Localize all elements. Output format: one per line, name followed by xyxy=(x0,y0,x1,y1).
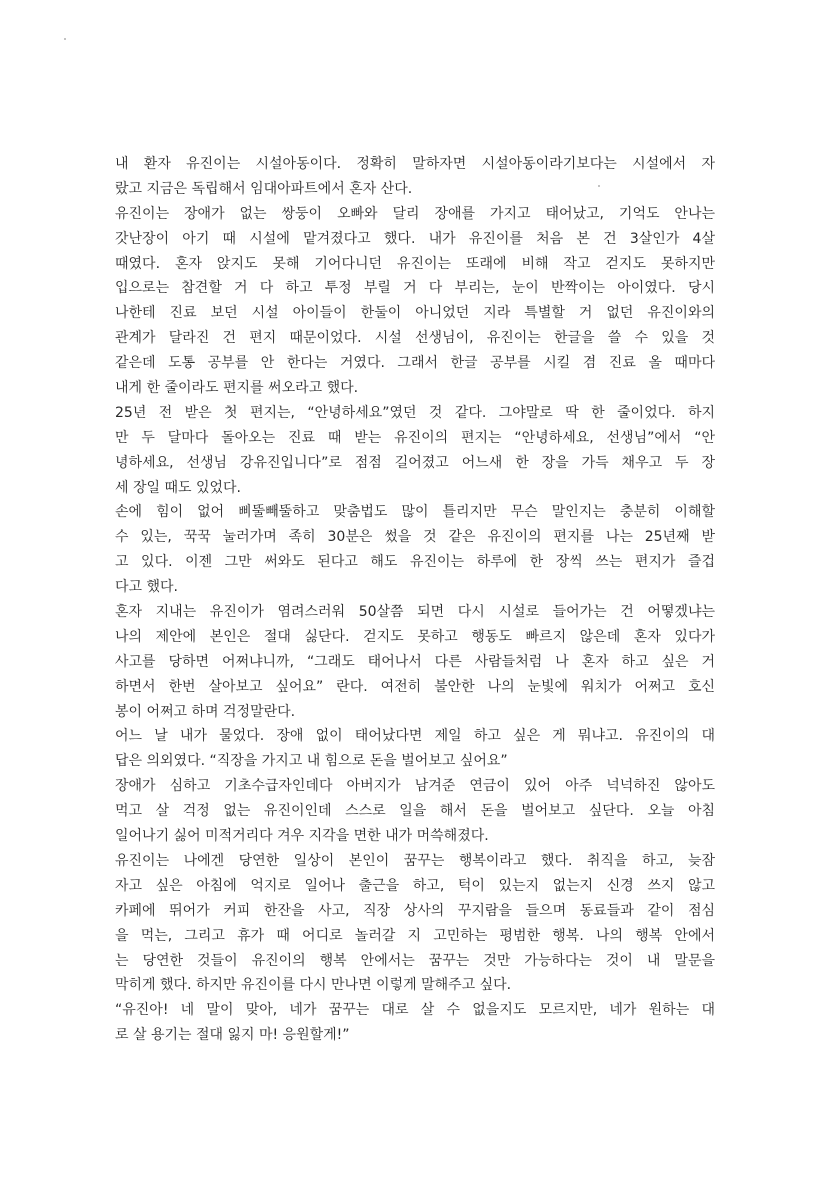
text-line: 유진이는 나에겐 당연한 일상이 본인이 꿈꾸는 행복이라고 했다. 취직을 하고, 늦잠 xyxy=(115,852,715,869)
text-line: 25년 전 받은 첫 편지는, “안녕하세요”였던 것 같다. 그야말로 딱 한 줄이었다. 하지 xyxy=(115,404,715,421)
text-line: 때였다. 혼자 앉지도 못해 기어다니던 유진이는 또래에 비해 작고 걷지도 못하지만 xyxy=(115,255,715,272)
text-line: 수 있는, 꾹꾹 눌러가며 족히 30분은 썼을 것 같은 유진이의 편지를 나는 25년째 받 xyxy=(115,529,715,546)
text-line: 봉이 어쩌고 하며 걱정말란다. xyxy=(115,703,296,720)
text-line: 만 두 달마다 돌아오는 진료 때 받는 유진이의 편지는 “안녕하세요, 선생님”에서 “안 xyxy=(115,429,715,446)
text-line: 하면서 한번 살아보고 싶어요” 란다. 여전히 불안한 나의 눈빛에 워치가 어쩌고 호신 xyxy=(115,678,715,695)
text-line: 로 살 용기는 절대 잃지 마! 응원할게!” xyxy=(115,1027,350,1044)
text-line: 혼자 지내는 유진이가 염려스러워 50살쯤 되면 다시 시설로 들어가는 건 어떻겠냐는 xyxy=(115,604,715,621)
text-line: 먹고 살 걱정 없는 유진이인데 스스로 일을 해서 돈을 벌어보고 싶단다. 오늘 아침 xyxy=(115,803,715,820)
text-line: 녕하세요, 선생님 강유진입니다”로 점점 길어졌고 어느새 한 장을 가득 채우고 두 장 xyxy=(115,454,715,471)
text-line: 입으로는 참견할 거 다 하고 투정 부릴 거 다 부리는, 눈이 반짝이는 아이였다. 당시 xyxy=(115,280,715,297)
text-line: 내게 한 줄이라도 편지를 써오라고 했다. xyxy=(115,380,359,397)
text-line: 사고를 당하면 어쩌냐니까, “그래도 태어나서 다른 사람들처럼 나 혼자 하고 싶은 거 xyxy=(115,653,715,670)
text-line: 유진이는 장애가 없는 쌍둥이 오빠와 달리 장애를 가지고 태어났고, 기억도 안나는 xyxy=(115,205,715,222)
text-line: 같은데 도통 공부를 안 한다는 거였다. 그래서 한글 공부를 시킬 겸 진료 올 때마다 xyxy=(115,355,715,372)
text-line: 세 장일 때도 있었다. xyxy=(115,479,241,496)
text-line: 는 당연한 것들이 유진이의 행복 안에서는 꿈꾸는 것만 가능하다는 것이 내 말문을 xyxy=(115,952,715,969)
text-line: 갓난장이 아기 때 시설에 맡겨졌다고 했다. 내가 유진이를 처음 본 건 3살인가 4살 xyxy=(115,230,715,247)
text-line: 다고 했다. xyxy=(115,579,178,596)
text-line: 막히게 했다. 하지만 유진이를 다시 만나면 이렇게 말해주고 싶다. xyxy=(115,977,512,994)
text-line: 관계가 달라진 건 편지 때문이었다. 시설 선생님이, 유진이는 한글을 쓸 수 있을 것 xyxy=(115,330,715,347)
text-line: 손에 힘이 없어 삐뚤빼뚤하고 맞춤법도 많이 틀리지만 무슨 말인지는 충분히 이해할 xyxy=(115,504,715,521)
text-line: 나한테 진료 보던 시설 아이들이 한둘이 아니었던 지라 특별할 거 없던 유진이와의 xyxy=(115,305,715,322)
text-line: 랐고 지금은 독립해서 임대아파트에서 혼자 산다. xyxy=(115,180,413,197)
text-line: 일어나기 싫어 미적거리다 겨우 지각을 면한 내가 머쓱해졌다. xyxy=(115,828,489,845)
text-line: “유진아! 네 말이 맞아, 네가 꿈꾸는 대로 살 수 없을지도 모르지만, 네가 원하는 대 xyxy=(115,1002,715,1019)
text-line: 답은 의외였다. “직장을 가지고 내 힘으로 돈을 벌어보고 싶어요” xyxy=(115,753,508,770)
text-line: 나의 제안에 본인은 절대 싫단다. 걷지도 못하고 행동도 빠르지 않은데 혼자 있다가 xyxy=(115,628,715,645)
text-line: 어느 날 내가 물었다. 장애 없이 태어났다면 제일 하고 싶은 게 뭐냐고. 유진이의 대 xyxy=(115,728,715,745)
text-line: 내 환자 유진이는 시설아동이다. 정확히 말하자면 시설아동이라기보다는 시설에서 자 xyxy=(115,156,715,172)
paper-speck xyxy=(64,38,66,40)
text-line: 장애가 심하고 기초수급자인데다 아버지가 남겨준 연금이 있어 아주 넉넉하진 않아도 xyxy=(115,778,715,795)
text-line: 을 먹는, 그리고 휴가 때 어디로 놀러갈 지 고민하는 평범한 행복. 나의 행복 안에서 xyxy=(115,927,715,944)
text-line: 카페에 뛰어가 커피 한잔을 사고, 직장 상사의 꾸지람을 들으며 동료들과 같이 점심 xyxy=(115,902,715,919)
text-line: 자고 싶은 아침에 억지로 일어나 출근을 하고, 턱이 있는지 없는지 신경 쓰지 않고 xyxy=(115,877,715,894)
text-line: 고 있다. 이젠 그만 써와도 된다고 해도 유진이는 하루에 한 장씩 쓰는 편지가 즐겁 xyxy=(115,554,715,571)
essay-body xyxy=(115,152,715,1048)
